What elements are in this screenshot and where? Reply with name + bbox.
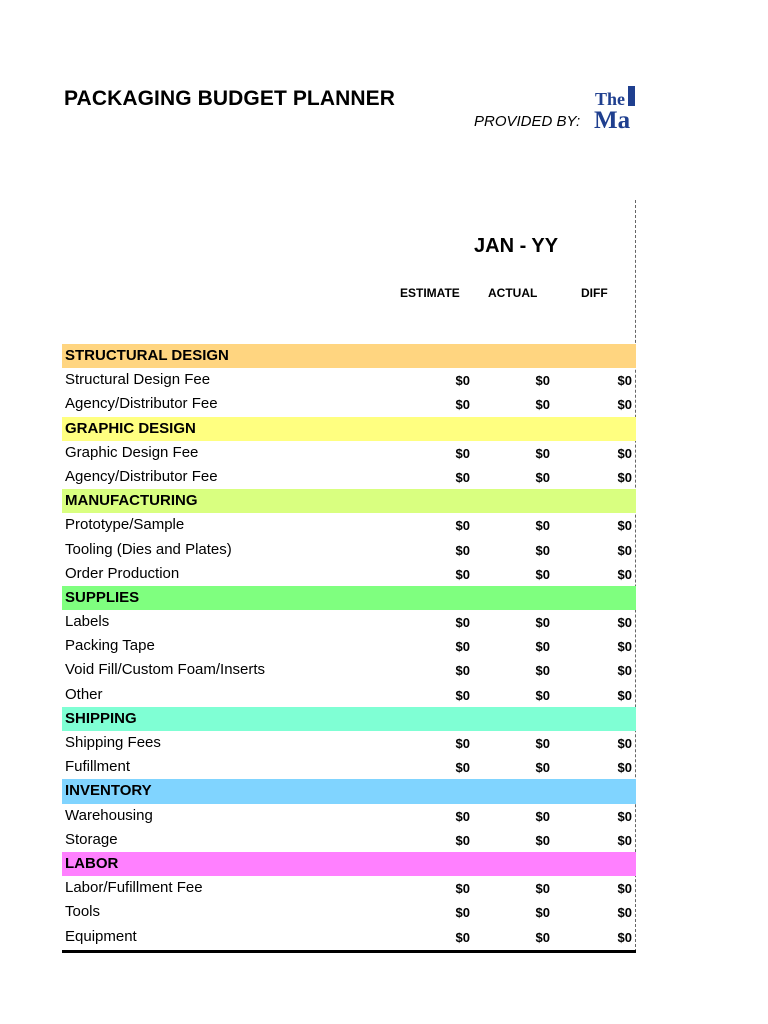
table-row[interactable] <box>62 900 636 924</box>
section-header[interactable]: STRUCTURAL DESIGN <box>62 344 636 368</box>
table-row[interactable] <box>62 465 636 489</box>
estimate-cell[interactable]: $0 <box>455 397 470 413</box>
diff-cell[interactable]: $0 <box>617 615 632 631</box>
actual-cell[interactable]: $0 <box>535 881 550 897</box>
section-header[interactable]: GRAPHIC DESIGN <box>62 417 636 441</box>
estimate-cell[interactable]: $0 <box>455 373 470 389</box>
table-row[interactable] <box>62 392 636 416</box>
diff-cell[interactable]: $0 <box>617 929 632 945</box>
table-bottom-border <box>62 950 636 953</box>
estimate-cell[interactable]: $0 <box>455 542 470 558</box>
diff-column-header: DIFF <box>581 286 608 300</box>
row-label[interactable]: Labor/Fufillment Fee <box>65 879 203 897</box>
row-label[interactable]: Packing Tape <box>65 637 155 655</box>
actual-cell[interactable]: $0 <box>535 445 550 461</box>
diff-cell[interactable]: $0 <box>617 663 632 679</box>
row-label[interactable]: Void Fill/Custom Foam/Inserts <box>65 661 266 679</box>
row-label[interactable]: Graphic Design Fee <box>65 443 199 461</box>
actual-column-header: ACTUAL <box>488 286 538 300</box>
table-row[interactable] <box>62 368 636 392</box>
estimate-cell[interactable]: $0 <box>455 663 470 679</box>
row-label[interactable]: Warehousing <box>65 806 153 824</box>
estimate-cell[interactable]: $0 <box>455 832 470 848</box>
row-label[interactable]: Agency/Distributor Fee <box>65 467 218 485</box>
estimate-cell[interactable]: $0 <box>455 881 470 897</box>
estimate-cell[interactable]: $0 <box>455 469 470 485</box>
actual-cell[interactable]: $0 <box>535 687 550 703</box>
diff-cell[interactable]: $0 <box>617 469 632 485</box>
budget-table <box>62 344 636 949</box>
actual-cell[interactable]: $0 <box>535 566 550 582</box>
row-label[interactable]: Agency/Distributor Fee <box>65 395 218 413</box>
table-row[interactable] <box>62 562 636 586</box>
row-label[interactable]: Tools <box>65 903 101 921</box>
row-label[interactable]: Storage <box>65 830 118 848</box>
actual-cell[interactable]: $0 <box>535 832 550 848</box>
table-row[interactable] <box>62 610 636 634</box>
provided-by-label: PROVIDED BY: <box>474 113 581 130</box>
month-header: JAN - YY <box>474 235 559 257</box>
logo-text-top: The <box>595 89 626 109</box>
logo-text-bottom: Ma <box>594 107 631 130</box>
estimate-cell[interactable]: $0 <box>455 445 470 461</box>
table-row[interactable] <box>62 876 636 900</box>
section-header[interactable]: SUPPLIES <box>62 586 636 610</box>
section-header[interactable]: LABOR <box>62 852 636 876</box>
page-title: PACKAGING BUDGET PLANNER <box>64 87 396 110</box>
diff-cell[interactable]: $0 <box>617 808 632 824</box>
actual-cell[interactable]: $0 <box>535 736 550 751</box>
row-label[interactable]: Order Production <box>65 564 180 582</box>
diff-cell[interactable]: $0 <box>617 397 632 413</box>
row-label[interactable]: Labels <box>65 613 110 631</box>
actual-cell[interactable]: $0 <box>535 469 550 485</box>
diff-cell[interactable]: $0 <box>617 445 632 461</box>
estimate-cell[interactable]: $0 <box>455 905 470 921</box>
actual-cell[interactable]: $0 <box>535 929 550 945</box>
estimate-cell[interactable]: $0 <box>455 736 470 751</box>
table-row[interactable] <box>62 441 636 465</box>
section-header[interactable]: MANUFACTURING <box>62 489 636 513</box>
actual-cell[interactable]: $0 <box>535 639 550 655</box>
table-row[interactable] <box>62 828 636 852</box>
diff-cell[interactable]: $0 <box>617 832 632 848</box>
row-label[interactable]: Shipping Fees <box>65 734 161 751</box>
table-row[interactable] <box>62 731 636 755</box>
estimate-cell[interactable]: $0 <box>455 808 470 824</box>
diff-cell[interactable]: $0 <box>617 687 632 703</box>
row-label[interactable]: Tooling (Dies and Plates) <box>65 540 232 558</box>
table-row[interactable] <box>62 755 636 779</box>
actual-cell[interactable]: $0 <box>535 905 550 921</box>
estimate-cell[interactable]: $0 <box>455 566 470 582</box>
diff-cell[interactable]: $0 <box>617 881 632 897</box>
section-header[interactable]: SHIPPING <box>62 707 636 731</box>
actual-cell[interactable]: $0 <box>535 663 550 679</box>
actual-cell[interactable]: $0 <box>535 518 550 534</box>
actual-cell[interactable]: $0 <box>535 808 550 824</box>
row-label[interactable]: Equipment <box>65 927 137 945</box>
row-label[interactable]: Structural Design Fee <box>65 371 211 389</box>
row-label[interactable]: Other <box>65 685 103 703</box>
actual-cell[interactable]: $0 <box>535 397 550 413</box>
table-row[interactable] <box>62 513 636 537</box>
estimate-cell[interactable]: $0 <box>455 687 470 703</box>
table-row[interactable] <box>62 683 636 707</box>
actual-cell[interactable]: $0 <box>535 760 550 776</box>
table-row[interactable] <box>62 658 636 682</box>
actual-cell[interactable]: $0 <box>535 615 550 631</box>
diff-cell[interactable]: $0 <box>617 373 632 389</box>
actual-cell[interactable]: $0 <box>535 542 550 558</box>
row-label[interactable]: Fufillment <box>65 758 131 776</box>
table-row[interactable] <box>62 634 636 658</box>
section-header[interactable]: INVENTORY <box>62 779 636 803</box>
table-row[interactable] <box>62 925 636 949</box>
estimate-cell[interactable]: $0 <box>455 639 470 655</box>
table-row[interactable] <box>62 538 636 562</box>
estimate-column-header: ESTIMATE <box>400 286 460 300</box>
estimate-cell[interactable]: $0 <box>455 615 470 631</box>
diff-cell[interactable]: $0 <box>617 736 632 751</box>
diff-cell[interactable]: $0 <box>617 518 632 534</box>
actual-cell[interactable]: $0 <box>535 373 550 389</box>
diff-cell[interactable]: $0 <box>617 639 632 655</box>
row-label[interactable]: Prototype/Sample <box>65 516 185 534</box>
estimate-cell[interactable]: $0 <box>455 518 470 534</box>
table-row[interactable] <box>62 804 636 828</box>
diff-cell[interactable]: $0 <box>617 760 632 776</box>
company-logo <box>594 84 636 130</box>
diff-cell[interactable]: $0 <box>617 542 632 558</box>
estimate-cell[interactable]: $0 <box>455 929 470 945</box>
estimate-cell[interactable]: $0 <box>455 760 470 776</box>
diff-cell[interactable]: $0 <box>617 566 632 582</box>
diff-cell[interactable]: $0 <box>617 905 632 921</box>
